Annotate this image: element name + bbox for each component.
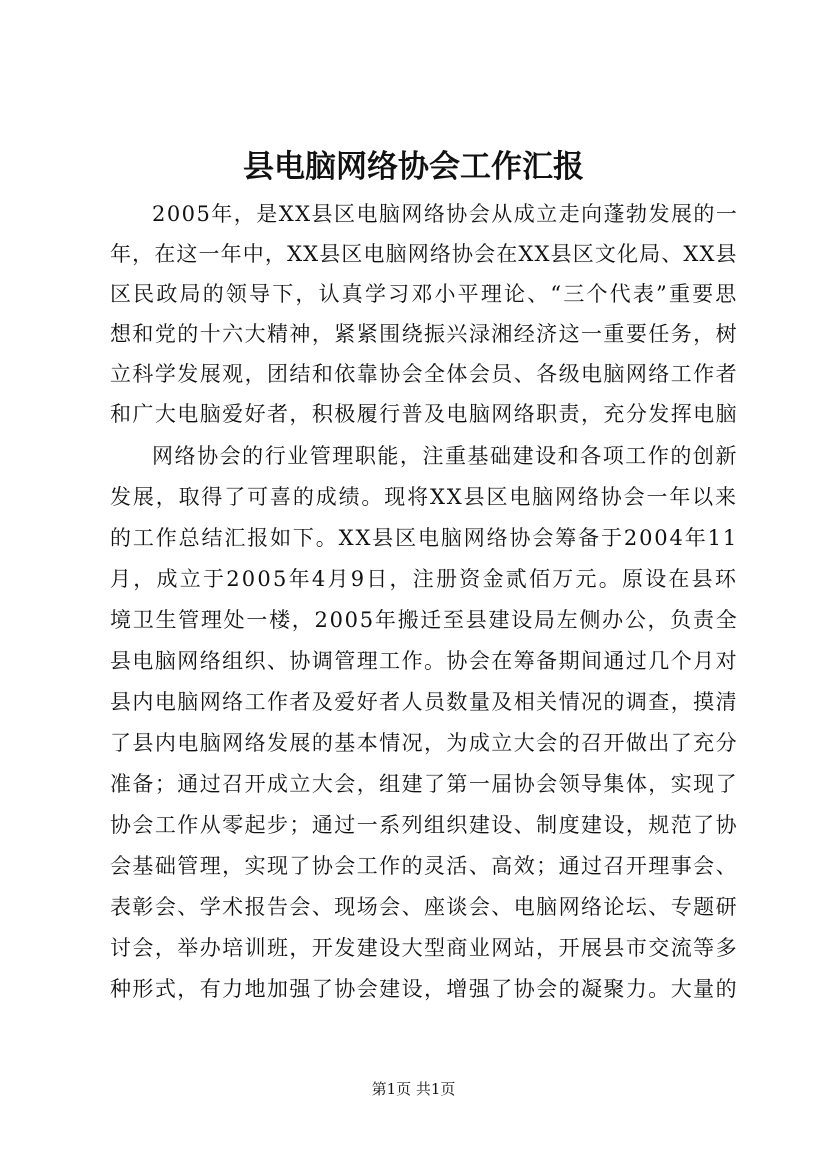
page-title: 县电脑网络协会工作汇报 [243,149,584,185]
text-line: 会基础管理，实现了协会工作的灵活、高效；通过召开理事会、 [110,854,739,878]
text-line: 月，成立于2005年4月9日，注册资金贰佰万元。原设在县环 [110,567,739,591]
text-line: 了县内电脑网络发展的基本情况，为成立大会的召开做出了充分 [110,731,739,755]
text-line: 讨会，举办培训班，开发建设大型商业网站，开展县市交流等多 [110,936,739,960]
text-line: 表彰会、学术报告会、现场会、座谈会、电脑网络论坛、专题研 [110,895,739,919]
text-line: 2005年，是XX县区电脑网络协会从成立走向蓬勃发展的一 [152,202,739,226]
text-line: 想和党的十六大精神，紧紧围绕振兴渌湘经济这一重要任务，树 [110,322,739,346]
paragraph-1 [110,194,738,434]
page-footer: 第1页 共1页 [371,1080,456,1098]
text-line: 准备；通过召开成立大会，组建了第一届协会领导集体，实现了 [110,772,739,796]
text-line: 立科学发展观，团结和依靠协会全体会员、各级电脑网络工作者 [110,362,739,386]
text-line: 年，在这一年中，XX县区电脑网络协会在XX县区文化局、XX县 [110,242,738,266]
text-line: 和广大电脑爱好者，积极履行普及电脑网络职责，充分发挥电脑 [110,402,739,426]
text-line: 网络协会的行业管理职能，注重基础建设和各项工作的创新 [152,444,738,468]
text-line: 县内电脑网络工作者及爱好者人员数量及相关情况的调查，摸清 [110,690,739,714]
text-line: 发展，取得了可喜的成绩。现将XX县区电脑网络协会一年以来 [110,485,738,509]
text-line: 的工作总结汇报如下。XX县区电脑网络协会筹备于2004年11 [110,526,739,550]
text-line: 境卫生管理处一楼，2005年搬迁至县建设局左侧办公，负责全 [110,608,739,632]
paragraph-2 [110,436,738,1012]
text-line: 县电脑网络组织、协调管理工作。协会在筹备期间通过几个月对 [110,649,739,673]
text-line: 协会工作从零起步；通过一系列组织建设、制度建设，规范了协 [110,813,739,837]
text-line: 种形式，有力地加强了协会建设，增强了协会的凝聚力。大量的 [110,977,739,1001]
text-line: 区民政局的领导下，认真学习邓小平理论、“三个代表”重要思 [110,282,739,306]
